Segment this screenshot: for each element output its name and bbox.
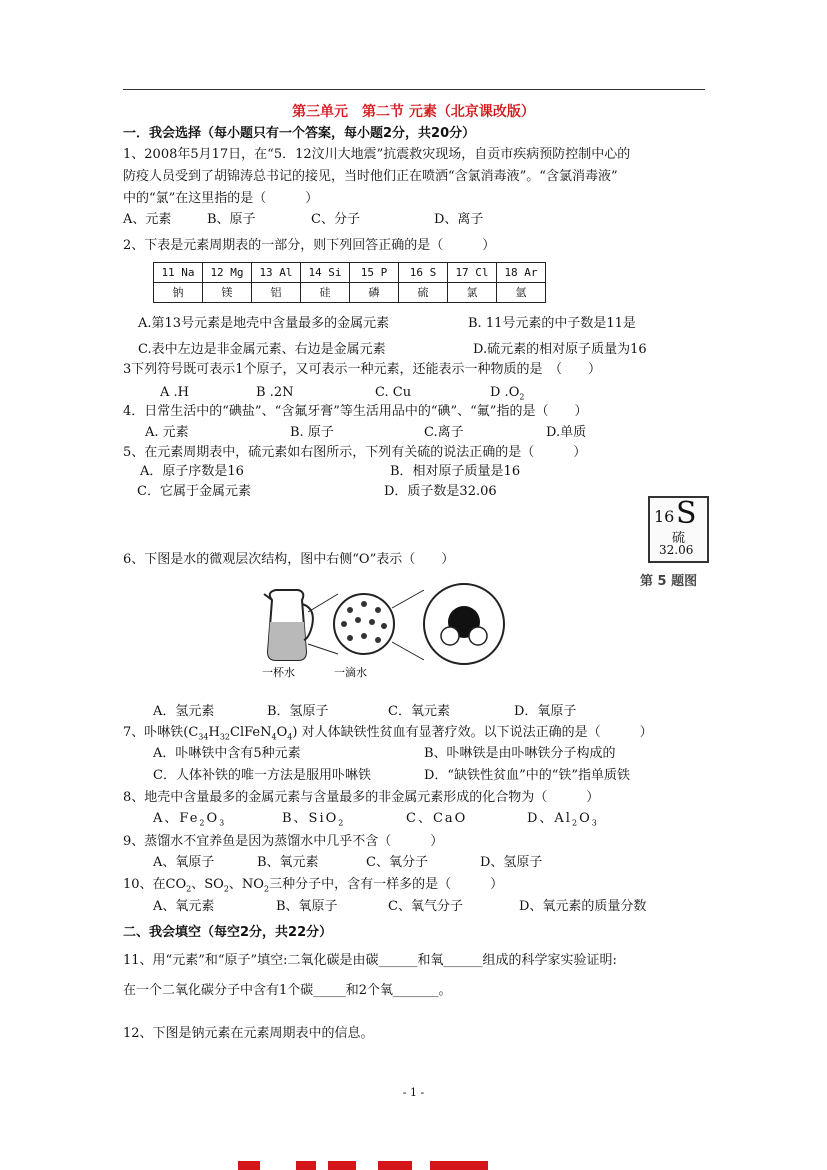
q6-option-a: A．氢元素 [153,704,215,719]
q8-option-d: D、$Al_2O_3$ [527,811,599,828]
subscript: 2 [223,884,229,894]
q4-option-d: D.单质 [546,425,587,440]
q1-line3: 中的“氯”在这里指的是（ ） [123,191,319,206]
q7-option-b: B、卟啉铁是由卟啉铁分子构成的 [424,746,616,761]
cropped-red-text [238,1161,260,1170]
q7-text: ClFeN [230,725,272,740]
q7-text: H [208,725,220,740]
q8-option-c: C、CaO [406,811,468,826]
subscript: 2 [519,392,525,402]
subscript: 2 [263,884,270,894]
q2-stem: 2、下表是元素周期表的一部分，则下列回答正确的是（ ） [123,238,496,253]
q10-text: 、NO [228,877,264,892]
figure-5-caption: 第 5 题图 [640,574,698,589]
q1-line1: 1、2008年5月17日，在“5．12汶川大地震”抗震救灾现场，自贡市疾病预防控制中心的 [123,147,631,162]
pt-cell-top: 17 Cl [448,263,497,283]
pt-cell-bottom: 钠 [154,283,203,303]
subscript: 2 [338,818,346,828]
q11-line2: 在一个二氧化碳分子中含有1个碳_____和2个氧_______。 [123,983,452,998]
q9-option-b: B、氧元素 [257,855,319,870]
pt-cell-top: 13 Al [252,263,301,283]
q2-option-c: C.表中左边是非金属元素、右边是金属元素 [138,342,386,357]
pt-cell-top: 18 Ar [497,263,546,283]
q6-option-b: B．氢原子 [267,704,329,719]
section-1-heading: 一．我会选择（每小题只有一个答案，每小题2分，共20分） [123,126,476,141]
q3-option-c: C. Cu [375,385,412,400]
pt-cell-bottom: 硅 [301,283,350,303]
hydrogen-atom-right [469,627,487,645]
pt-cell-bottom: 铝 [252,283,301,303]
q1-option-d: D、离子 [434,212,484,227]
q10-option-a: A、氧元素 [153,899,215,914]
section-2-heading: 二、我会填空（每空2分，共22分） [123,925,333,940]
q8-stem: 8、地壳中含量最多的金属元素与含量最多的非金属元素形成的化合物为（ ） [123,790,600,805]
q10-option-d: D、氧元素的质量分数 [519,899,647,914]
pt-cell-top: 16 S [399,263,448,283]
q9-option-a: A、氧原子 [153,855,215,870]
page-title: 第三单元 第二节 元素（北京课改版） [292,104,535,120]
cup-label: 一杯水 [262,666,295,679]
q2-option-b: B. 11号元素的中子数是11是 [468,316,636,331]
q1-line2: 防疫人员受到了胡锦涛总书记的接见，当时他们正在喷洒“含氯消毒液”。“含氯消毒液” [123,169,618,184]
subscript: 4 [271,732,277,742]
q5-option-d: D．质子数是32.06 [384,484,497,499]
q4-option-a: A. 元素 [145,425,189,440]
q6-option-c: C．氧元素 [388,704,450,719]
cropped-red-text [430,1161,488,1170]
q2-option-d: D.硫元素的相对原子质量为16 [473,342,647,357]
subscript: 2 [186,884,192,894]
q1-option-c: C、分子 [311,212,360,227]
q3-option-d-text: D .O [490,385,520,400]
q3-stem: 3下列符号既可表示1个原子，又可表示一种元素，还能表示一种物质的是 （ ） [123,362,602,377]
q3-option-a: A .H [160,385,189,400]
q12-stem: 12、下图是钠元素在元素周期表中的信息。 [123,1026,374,1041]
pt-cell-top: 15 P [350,263,399,283]
q7-text-pre: 7、卟啉铁(C [123,725,199,740]
q7-option-c: C．人体补铁的唯一方法是服用卟啉铁 [153,768,371,783]
q7-text-post: ) 对人体缺铁性贫血有显著疗效。以下说法正确的是（ ） [292,725,653,740]
q6-stem: 6、下图是水的微观层次结构，图中右侧“O”表示（ ） [123,552,455,567]
sulfur-symbol: S [676,496,697,531]
q3-option-b: B .2N [256,385,294,400]
subscript: 32 [219,732,231,742]
page-number: - 1 - [402,1086,425,1099]
q5-option-c: C．它属于金属元素 [137,484,251,499]
q9-stem: 9、蒸馏水不宜养鱼是因为蒸馏水中几乎不含（ ） [123,834,444,849]
q4-option-b: B. 原子 [290,425,334,440]
q11-line1: 11、用“元素”和“原子”填空:二氧化碳是由碳______和氧______组成的科学家实验证明: [123,953,617,968]
q8-option-b: B、SiO$_2$ [282,811,346,828]
q4-option-c: C.离子 [424,425,464,440]
periodic-table-fragment [153,262,546,303]
sulfur-name: 硫 [672,531,686,546]
periodic-table-row-names [154,283,546,303]
q6-option-d: D．氧原子 [514,704,577,719]
q4-stem: 4．日常生活中的“碘盐”、“含氟牙膏”等生活用品中的“碘”、“氟”指的是（ ） [123,404,588,419]
q7-stem [123,724,653,747]
q1-option-b: B、原子 [207,212,256,227]
subscript: 3 [591,818,599,828]
q9-option-d: D、氢原子 [480,855,543,870]
q5-stem: 5、在元素周期表中，硫元素如右图所示，下列有关硫的说法正确的是（ ） [123,445,587,460]
sulfur-atomic-number: 16 [654,507,675,526]
sulfur-element-card [648,496,709,563]
q10-text: 、SO [191,877,224,892]
pt-cell-top: 12 Mg [203,263,252,283]
q10-stem [123,876,503,899]
cropped-red-text [328,1161,356,1170]
pt-cell-bottom: 磷 [350,283,399,303]
q10-option-b: B、氧原子 [276,899,338,914]
q10-text-pre: 10、在CO [123,877,187,892]
q10-text-post: 三种分子中，含有一样多的是（ ） [269,877,504,892]
q9-option-c: C、氧分子 [366,855,428,870]
pt-cell-bottom: 硫 [399,283,448,303]
cropped-red-text [378,1161,412,1170]
q10-option-c: C、氧气分子 [388,899,463,914]
pt-cell-bottom: 氩 [497,283,546,303]
subscript: 3 [219,818,227,828]
drop-label: 一滴水 [334,666,367,679]
subscript: 2 [571,818,580,828]
q8-option-a: A、$Fe_2O_3$ [153,811,227,828]
q7-option-d: D．“缺铁性贫血”中的“铁”指单质铁 [424,768,631,783]
cropped-red-text [296,1161,316,1170]
hydrogen-atom-left [441,627,459,645]
q7-option-a: A．卟啉铁中含有5种元素 [153,746,301,761]
pt-cell-top: 14 Si [301,263,350,283]
subscript: 4 [287,732,293,742]
pt-cell-bottom: 镁 [203,283,252,303]
q7-text: O [276,725,288,740]
q5-option-a: A．原子序数是16 [140,464,244,479]
subscript: 34 [198,732,209,742]
pt-cell-bottom: 氯 [448,283,497,303]
header-rule [123,89,705,90]
sulfur-atomic-mass: 32.06 [659,543,694,557]
q1-option-a: A、元素 [123,212,172,227]
pitcher-icon [264,590,313,660]
periodic-table-row-symbols [154,263,546,283]
zoom-lines-2 [392,590,424,660]
pt-cell-top: 11 Na [154,263,203,283]
q2-option-a: A.第13号元素是地壳中含量最多的金属元素 [138,316,390,331]
q5-option-b: B．相对原子质量是16 [390,464,521,479]
subscript: 2 [199,818,207,828]
water-microstructure-figure [254,582,534,682]
